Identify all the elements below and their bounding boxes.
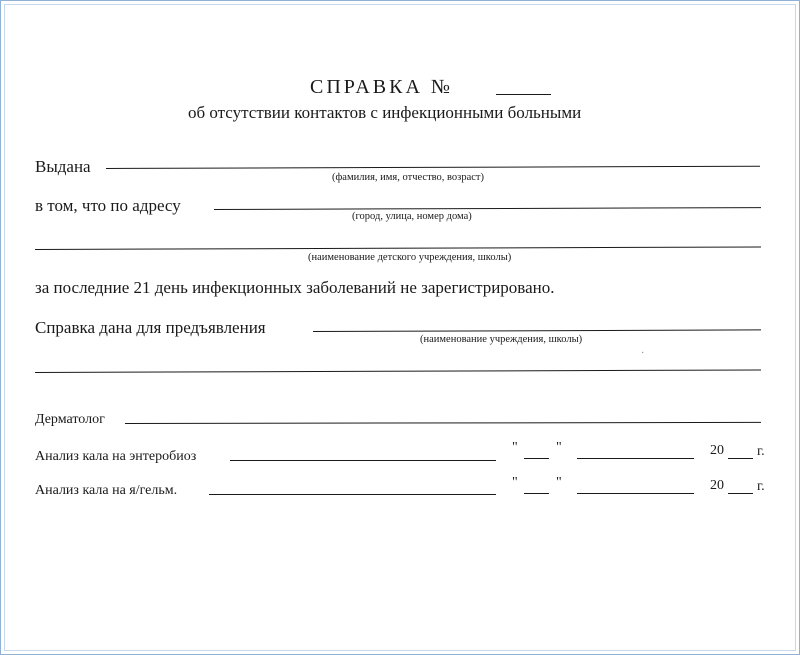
address-label: в том, что по адресу [35,196,181,215]
document-subtitle: об отсутствии контактов с инфекционными больными [188,103,582,122]
enterobiosis-line[interactable] [230,460,496,461]
document-title: СПРАВКА № [310,76,453,98]
speck-mark: · [641,348,645,359]
presented-label: Справка дана для предъявления [35,318,266,337]
statement-text: за последние 21 день инфекционных заболеваний не зарегистрировано. [35,278,555,297]
enterobiosis-day-line[interactable] [524,458,549,459]
helminth-label: Анализ кала на я/гельм. [35,483,178,498]
helminth-day-line[interactable] [524,493,549,494]
enterobiosis-close-quote: " [556,440,562,455]
helminth-year-suffix: г. [757,479,765,494]
helminth-open-quote: " [512,475,518,490]
enterobiosis-open-quote: " [512,440,518,455]
helminth-line[interactable] [209,494,496,495]
enterobiosis-year-prefix: 20 [710,443,724,458]
enterobiosis-year-suffix: г. [757,444,765,459]
enterobiosis-label: Анализ кала на энтеробиоз [35,449,197,464]
helminth-close-quote: " [556,475,562,490]
certificate-number-line[interactable] [496,94,551,95]
helminth-month-line[interactable] [577,493,694,494]
enterobiosis-year-line[interactable] [728,458,753,459]
address-hint: (город, улица, номер дома) [352,211,472,222]
helminth-year-line[interactable] [728,493,753,494]
enterobiosis-month-line[interactable] [577,458,694,459]
issued-hint: (фамилия, имя, отчество, возраст) [332,172,484,183]
helminth-year-prefix: 20 [710,478,724,493]
presented-hint: (наименование учреждения, школы) [420,334,583,345]
issued-label: Выдана [35,157,91,176]
dermatologist-label: Дерматолог [35,412,105,427]
institution-hint: (наименование детского учреждения, школы) [308,252,512,263]
